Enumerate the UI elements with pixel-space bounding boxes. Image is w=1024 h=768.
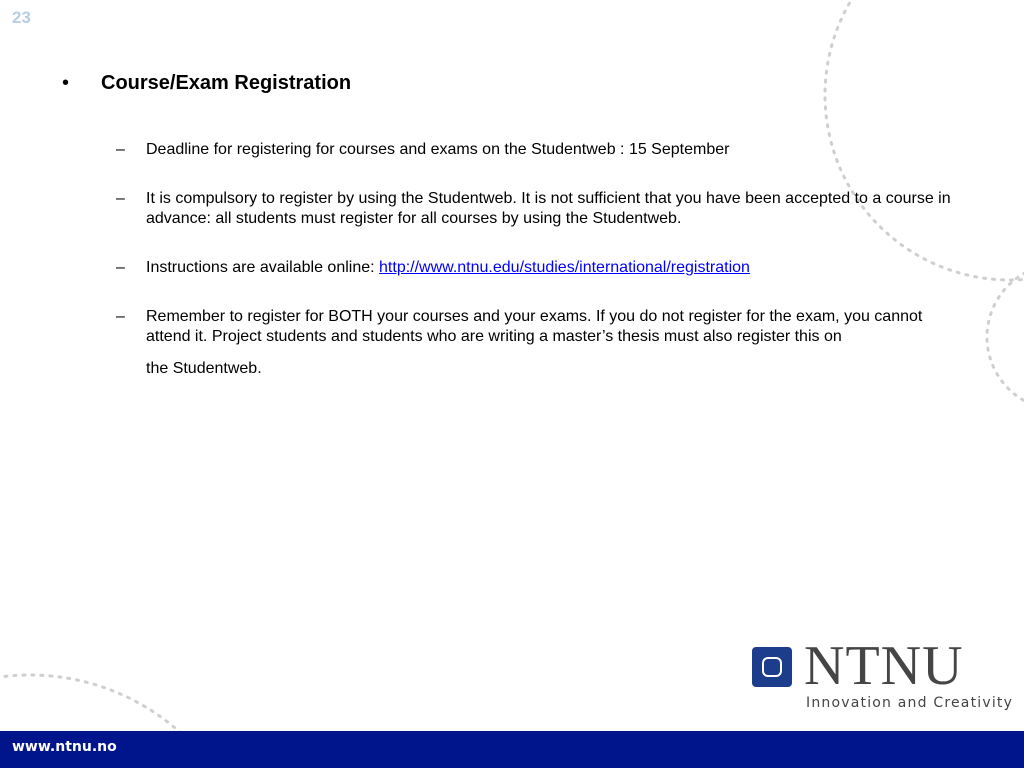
bullet-icon: •: [62, 72, 70, 94]
logo-name: NTNU: [804, 635, 964, 697]
instructions-text: [146, 258, 956, 278]
remember-text-part1: Remember to register for BOTH your courses and your exams. If you do not register for the exam, you cannot attend it. Project students and students who are writing a master’s thesis must also register this on: [146, 308, 923, 345]
instructions-prefix: Instructions are available online:: [146, 259, 380, 276]
registration-link[interactable]: http://www.ntnu.edu/studies/international/registration: [379, 259, 750, 276]
remember-text: [146, 307, 956, 379]
slide-heading: Course/Exam Registration: [101, 72, 352, 94]
logo-tagline: Innovation and Creativity: [806, 695, 1014, 711]
list-item-remember: [116, 307, 956, 379]
ntnu-logo-icon: [752, 647, 792, 687]
dash-icon: –: [116, 141, 125, 158]
deadline-text: Deadline for registering for courses and exams on the Studentweb : 15 September: [146, 141, 730, 158]
remember-text-part2: the Studentweb.: [146, 360, 262, 377]
dash-icon: –: [116, 308, 125, 325]
list-item-instructions: [116, 258, 956, 278]
footer-url: www.ntnu.no: [12, 739, 117, 755]
list-item-deadline: [116, 140, 956, 160]
compulsory-text: It is compulsory to register by using the Studentweb. It is not sufficient that you have been accepted to a course in advance: all students must register for all courses by using the Studentweb.: [146, 190, 951, 227]
slide-number: 23: [12, 8, 31, 27]
list-item-compulsory: [116, 189, 956, 229]
dash-icon: –: [116, 259, 125, 276]
decor-circle-small: [987, 264, 1024, 410]
dash-icon: –: [116, 190, 125, 207]
footer-bar: [0, 731, 1024, 768]
